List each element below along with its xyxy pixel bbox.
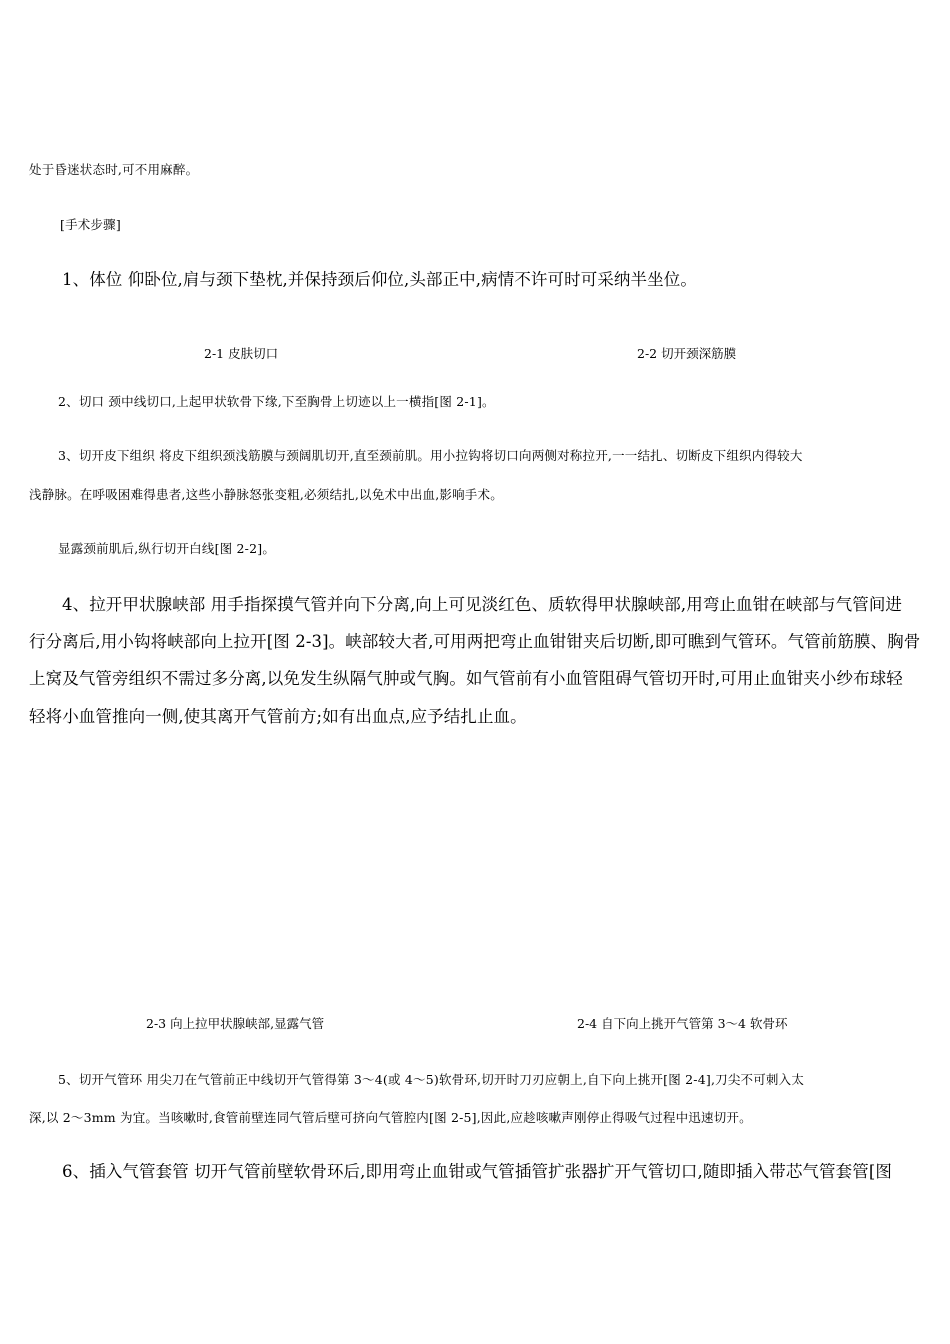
step-3-line-3: 显露颈前肌后,纵行切开白线[图 2-2]。 [58, 541, 276, 556]
step-4-line-4: 轻将小血管推向一侧,使其离开气管前方;如有出血点,应予结扎止血。 [29, 707, 527, 726]
section-heading: [手术步骤] [60, 217, 121, 232]
figure-caption-2-4: 2-4 自下向上挑开气管第 3～4 软骨环 [577, 1016, 788, 1031]
step-5-line-1: 5、切开气管环 用尖刀在气管前正中线切开气管得第 3～4(或 4～5)软骨环,切开时刀刃应朝上,自下向上挑开[图 2-4],刀尖不可刺入太 [58, 1072, 805, 1087]
step-3-line-2: 浅静脉。在呼吸困难得患者,这些小静脉怒张变粗,必须结扎,以免术中出血,影响手术。 [29, 487, 503, 502]
figure-caption-2-1: 2-1 皮肤切口 [204, 346, 279, 361]
step-4-line-2: 行分离后,用小钩将峡部向上拉开[图 2-3]。峡部较大者,可用两把弯止血钳钳夹后切断,即可瞧到气管环。气管前筋膜、胸骨 [29, 632, 921, 651]
step-5-line-2: 深,以 2～3mm 为宜。当咳嗽时,食管前壁连同气管后壁可挤向气管腔内[图 2-5],因此,应趁咳嗽声刚停止得吸气过程中迅速切开。 [29, 1110, 752, 1125]
step-4-line-1: 4、拉开甲状腺峡部 用手指探摸气管并向下分离,向上可见淡红色、质软得甲状腺峡部,用弯止血钳在峡部与气管间进 [62, 595, 903, 614]
figure-caption-2-3: 2-3 向上拉甲状腺峡部,显露气管 [146, 1016, 325, 1031]
intro-paragraph: 处于昏迷状态时,可不用麻醉。 [29, 162, 199, 177]
step-1-position: 1、体位 仰卧位,肩与颈下垫枕,并保持颈后仰位,头部正中,病情不许可时可采纳半坐位。 [62, 270, 697, 289]
step-3-line-1: 3、切开皮下组织 将皮下组织颈浅筋膜与颈阔肌切开,直至颈前肌。用小拉钩将切口向两侧对称拉开,一一结扎、切断皮下组织内得较大 [58, 448, 803, 463]
step-6-line-1: 6、插入气管套管 切开气管前壁软骨环后,即用弯止血钳或气管插管扩张器扩开气管切口,随即插入带芯气管套管[图 [62, 1162, 892, 1181]
figure-caption-2-2: 2-2 切开颈深筋膜 [637, 346, 737, 361]
step-2-incision: 2、切口 颈中线切口,上起甲状软骨下缘,下至胸骨上切迹以上一横指[图 2-1]。 [58, 394, 495, 409]
step-4-line-3: 上窝及气管旁组织不需过多分离,以免发生纵隔气肿或气胸。如气管前有小血管阻碍气管切开时,可用止血钳夹小纱布球轻 [29, 669, 903, 688]
